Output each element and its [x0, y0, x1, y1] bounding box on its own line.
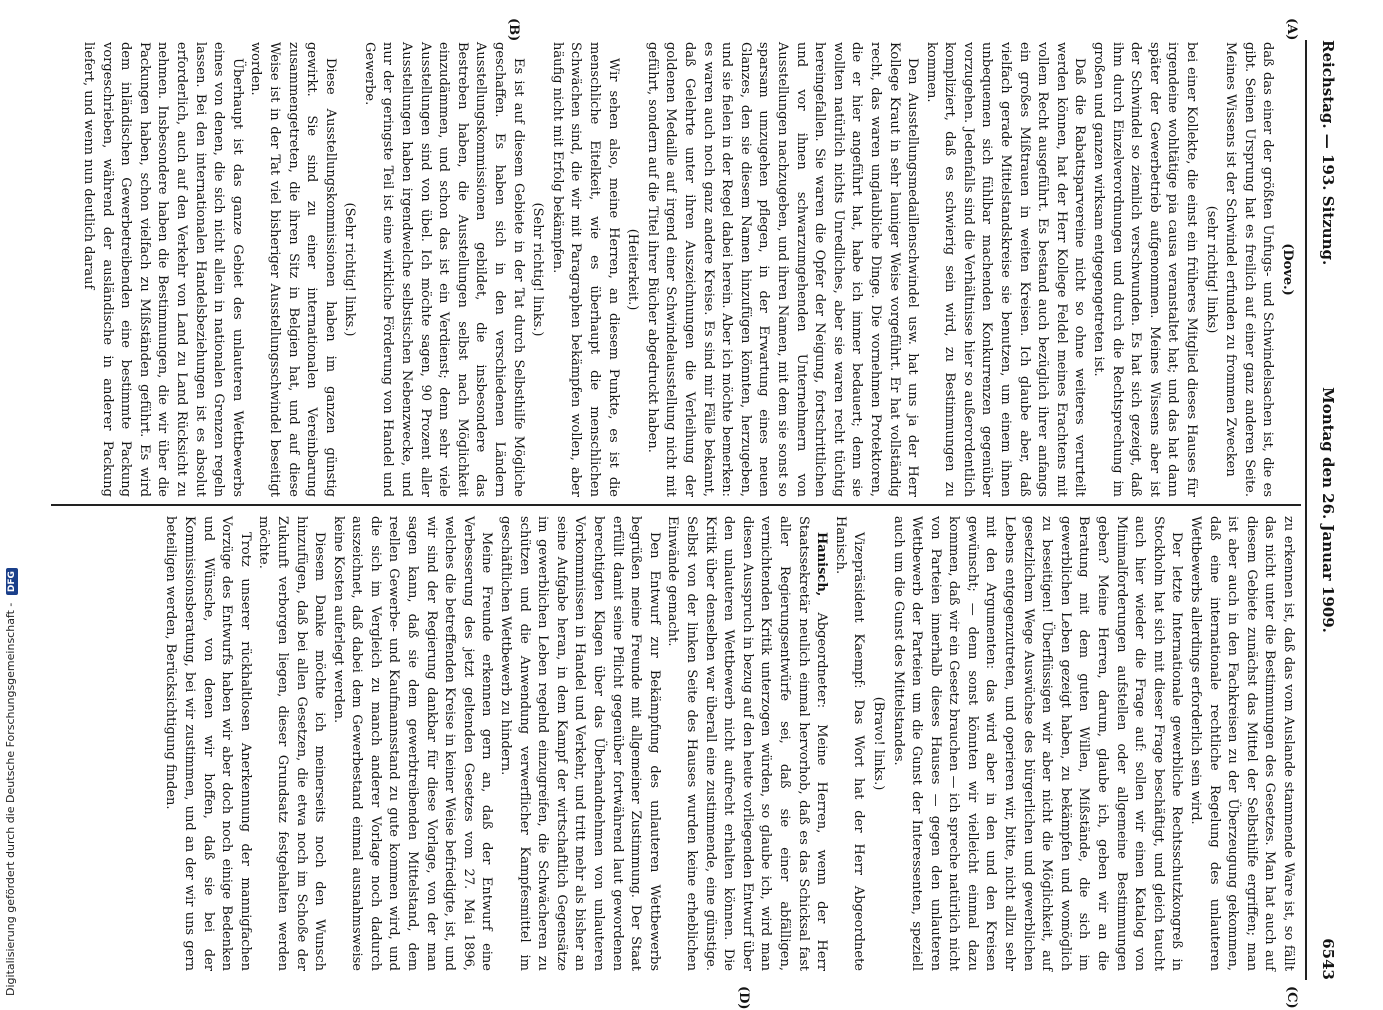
dfg-logo: DFG [6, 568, 18, 595]
margin-marker-b: (B) [506, 18, 521, 42]
paragraph: Den Ausstellungsmedaillenschwindel usw. hat uns ja der Herr Kollege Kraut in sehr launiger Weise vorgeführt. Er hat vollständig recht, das waren unglaubliche Dinge. Die vornehmen Protektoren, die er hier angeführt hat, habe ich immer bedauert; denn sie wollten natürlich nichts Unredliches, aber sie waren recht tüchtig hereingefallen. Sie waren die Opfer der Neigung, fortschrittlichen und vor ihnen schwarzumgehenden Unternehmern von Ausstellungen nachzugeben, und ihren Namen, mit dem sie sonst so sparsam umzugehen pflegen, in der Erwartung eines neuen Glanzes, den sie diesem Namen hinzufügen könnten, herzugeben, und sie fielen in der Regel dabei herein. Aber ich möchte bemerken: es waren auch noch ganz andere Kreise. Es sind mir Fälle bekannt, daß Gelehrte unter ihren Auszeichnungen die Verleihung der goldenen Medaille auf irgend einer Schwindelausstellung nicht mit geführt, sondern auf die Titel ihrer Bücher abgedruckt haben. [644, 42, 921, 497]
right-column [161, 516, 1297, 971]
paragraph: Wir sehen also, meine Herren, an diesem Punkte, es ist die menschliche Eitelkeit, wie es überhaupt die menschlichen Schwächen sind, die wir mit Paragraphen bekämpfen wollen, aber häufig nicht mit Erfolg bekämpfen. [549, 42, 621, 497]
digitization-credit [4, 568, 18, 996]
paragraph [663, 516, 830, 971]
paragraph: Diese Ausstellungskommissionen haben im ganzen günstig gewirkt. Sie sind zu einer internationalen Vereinbarung zusammengetreten, die ihren Sitz in Belgien hat, und auf diese Weise ist in der Tat viel bisheriger Ausstellungsschwindel beseitigt worden. [248, 42, 338, 497]
header-session: Reichstag. — 193. Sitzung. [1319, 40, 1337, 266]
left-column [78, 42, 1297, 497]
paragraph: Diesem Danke möchte ich meinerseits noch den Wunsch hinzufügen, daß bei allen Gesetzen, die etwa noch im Schoße der Zukunft verborgen liegen, dieser Grundsatz festgehalten werden möchte. [256, 516, 328, 971]
speaker-name: Hanisch, [814, 532, 830, 597]
header-date: Montag den 26. Januar 1909. [1319, 387, 1337, 633]
credit-text: Digitalisierung gefördert durch die Deutsche Forschungsgemeinschaft - [4, 602, 17, 996]
speaker-tag: (Dove.) [1280, 243, 1295, 296]
column-divider [51, 504, 1301, 506]
margin-marker-d: (D) [736, 986, 751, 1010]
paragraph: daß das einer der größten Unfugs- und Schwindelsachen ist, die es gibt. Seinen Ursprung hat es freilich auf einer ganz anderen Seite. Meines Wissens ist der Schwindel erfunden zu frommen Zwecken [1223, 42, 1276, 497]
reaction: (Sehr richtig! links.) [342, 202, 358, 337]
margin-marker-a: (A) [1284, 18, 1299, 41]
paragraph: Den Entwurf zur Bekämpfung des unlauteren Wettbewerbs begrüßen meine Freunde mit allgemeiner Zustimmung. Der Staat erfüllt damit seine Pflicht gegenüber fortwährend laut gewordenen berechtigten Klagen über das Überhandnehmen von unlauteren Vorkommnissen in Handel und Verkehr, und tritt mehr als bisher an seine Aufgabe heran, in dem Kampf der wirtschaftlich Gegensätze im gewerblichen Leben regelnd einzugreifen, die Schwächeren zu schützen und die Anwendung verwerflicher Kampfesmittel im geschäftlichen Wettbewerb zu hindern. [498, 516, 662, 971]
paragraph: Überhaupt ist das ganze Gebiet des unlauteren Wettbewerbs eines von denen, die sich nicht allein in nationalen Grenzen regeln lassen. Bei den internationalen Handelsbeziehungen ist es absolut erforderlich, auch auf den Verkehr von Land zu Land Rücksicht zu nehmen. Insbesondere haben die Bestimmungen, die wir über die Packungen haben, schon vielfach zu Mißständen geführt. Es wird dem inländischen Gewerbetreibenden eine bestimmte Packung vorgeschrieben, während der ausländische in anderer Packung liefert, und wenn nun deutlich darauf [81, 42, 245, 497]
paragraph: Meine Freunde erkennen gern an, daß der Entwurf eine Verbesserung des jetzt geltenden Gesetzes vom 27. Mai 1896, welches die betreffenden Kreise in keiner Weise befriedigte, ist, und wir sind der Regierung dankbar für diese Vorlage, von der man sagen kann, daß sie dem gewerbtreibenden Mittelstand, dem reellen Gewerbe- und Kaufmannsstand zu gute kommen wird, und die sich im Vergleich zu manch anderer Vorlage noch dadurch auszeichnet, daß dabei dem Gewerbestand einmal ausnahmsweise keine Kosten auferlegt werden. [330, 516, 495, 971]
paragraph: Trotz unserer rückhaltlosen Anerkennung der mannigfachen Vorzüge des Entwurfs haben wir aber doch noch einige Bedenken und Wünsche, von denen wir hoffen, daß sie bei der Kommissionsberatung, bei wir zustimmen, und an der wir uns gern beteiligen werden, Berücksichtigung finden. [163, 516, 253, 971]
header-page-number: 6543 [1319, 938, 1337, 980]
reaction: (sehr richtig! links) [1203, 205, 1219, 334]
rotated-document-page [51, 18, 1341, 1010]
paragraph: Vizepräsident Kaempf: Das Wort hat der Herr Abgeordnete Hanisch. [832, 516, 867, 971]
reaction: (Sehr richtig! links.) [530, 202, 546, 337]
paragraph-text: Abgeordneter: Meine Herren, wenn der Herr Staatssekretär neulich einmal hervorhob, daß es das Schicksal fast aller Regierungsentwürfe sei, daß sie einer abfälligen, vernichtenden Kritik unterzogen würden, so glaube ich, wird man diesen Ausspruch in bezug auf den heute vorliegenden Entwurf über den unlauteren Wettbewerb nicht aufrecht erhalten können. Die Kritik über denselben war überall eine zustimmende, eine günstige. Selbst von der linken Seite des Hauses wurden keine erheblichen Einwände gemacht. [665, 516, 830, 971]
paragraph: Es ist auf diesem Gebiete in der Tat durch Selbsthilfe Mögliche geschaffen. Es haben sich in den verschiedenen Ländern Ausstellungskommissionen gebildet, die insbesondere das Bestreben haben, die Ausstellungen selbst nach Möglichkeit einzudämmen, und schon das ist ein Verdienst; denn sehr viele Ausstellungen sind von übel. Ich möchte sagen, 90 Prozent aller Ausstellungen haben irgendwelche selbstischen Nebenzwecke, und nur der geringste Teil ist eine wirkliche Förderung von Handel und Gewerbe. [361, 42, 526, 497]
paragraph: bei einer Kollekte, die einst ein früheres Mitglied dieses Hauses für irgendeine wohltätige pia causa veranstaltet hat; und das hat dann später der Gewerbetrieb aufgenommen. Meines Wissens aber ist der Schwindel so ziemlich verschwunden. Es hat sich gezeigt, daß ihm durch Einzelverordnungen und durch die Rechtsprechung im großen und ganzen wirksam entgegengetreten ist. [1091, 42, 1200, 497]
header-rule [1305, 40, 1307, 980]
reaction: (Heiterkeit.) [625, 228, 641, 311]
paragraph: Der letzte Internationale gewerbliche Rechtsschutzkongreß in Stockholm hat sich mit dieser Frage beschäftigt, und gleich taucht auch hier wieder die Frage auf: sollen wir einen Katalog von Minimalforderungen aufstellen oder allgemeine Bestimmungen geben? Meine Herren, darum, glaube ich, geben wir an die Beratung mit dem guten Willen, Mißstände, die sich im gewerblichen Leben gezeigt haben, zu bekämpfen und womöglich zu beseitigen! Überflüssigen wir aber nicht die Möglichkeit, auf gesetzlichem Wege Auswüchse des bürgerlichen und gewerblichen Lebens entgegenzutreten, und operieren wir, bitte, nicht allzu sehr mit den Argumenten: das wird aber in den und den Kreisen gewünscht; — denn sonst könnten wir vielleicht einmal dazu kommen, daß wir ein Gesetz brauchen — ich spreche natürlich nicht von Parteien innerhalb dieses Hauses — gegen den unlauteren Wettbewerb der Parteien um die Gunst der Interessenten, speziell auch um die Gunst des Mittelstandes. [890, 516, 1185, 971]
paragraph: Daß die Rabattsparvereine nicht so ohne weiteres verurteilt werden können, hat der Herr Kollege Feldel meines Erachtens mit vollem Recht ausgeführt. Es bestand auch bezüglich ihrer anfangs ein großes Mißtrauen in weiten Kreisen. Ich glaube aber, daß vielfach gerade Mittelstandskreise sie benutzen, um einem ihnen unbequemen sich fühlbar machenden Konkurrenzen gegenüber vorzugehen. Jedenfalls sind die Verhältnisse hier so außerordentlich kompliziert, daß es schwierig sein wird, zu Bestimmungen zu kommen. [923, 42, 1088, 497]
paragraph: zu erkennen ist, daß das vom Auslande stammende Ware ist, so fällt das nicht unter die Bestimmungen des Gesetzes. Man hat auch auf diesem Gebiete zunächst das Mittel der Selbsthilfe ergriffen; man ist aber auch in den Fachkreisen zu der Überzeugung gekommen, daß eine internationale rechtliche Regelung des unlauteren Wettbewerbs allerdings erforderlich sein wird. [1188, 516, 1296, 971]
margin-marker-c: (C) [1284, 986, 1299, 1009]
reaction: (Bravo! links.) [870, 696, 886, 791]
page-header [1311, 40, 1341, 980]
